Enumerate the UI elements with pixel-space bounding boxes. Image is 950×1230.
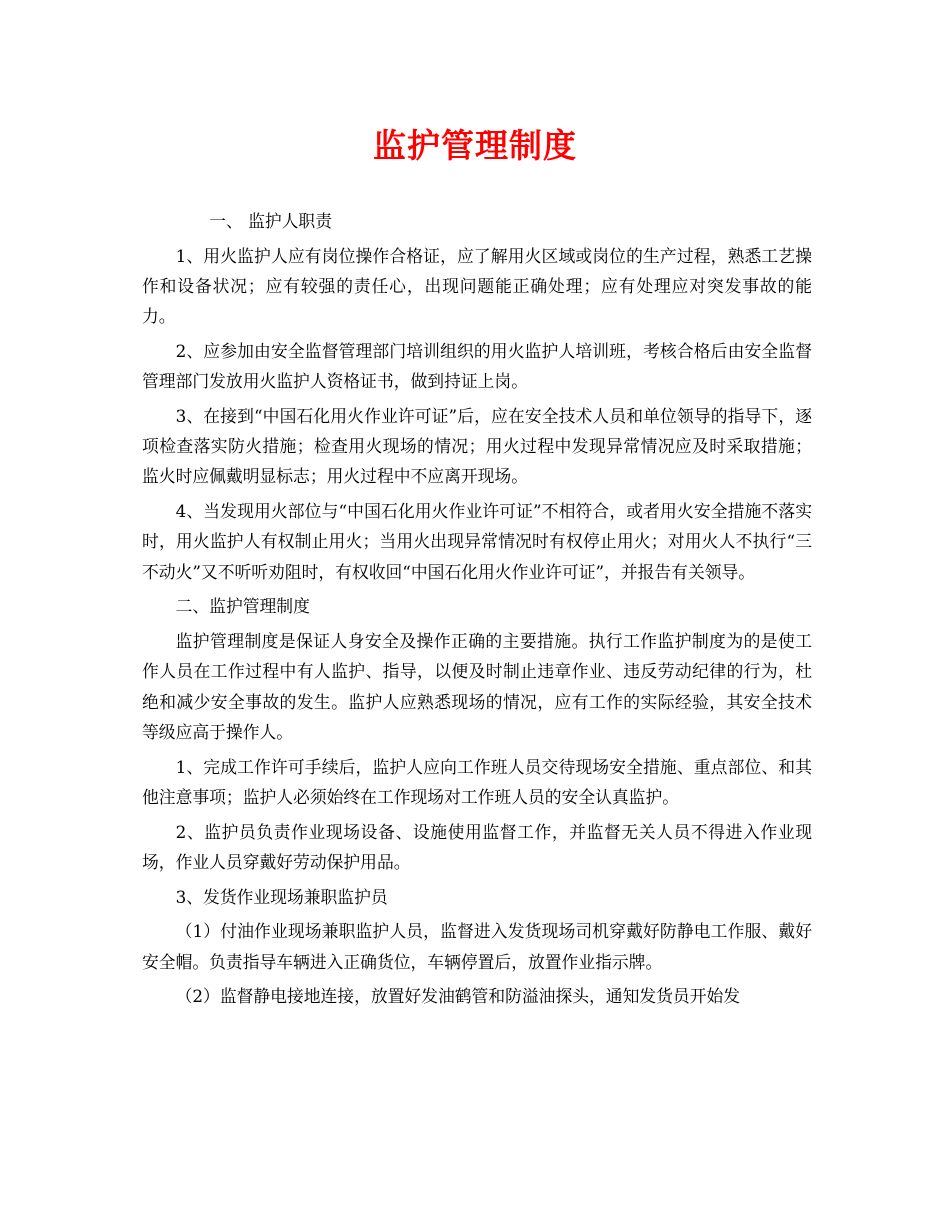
document-title: 监护管理制度 [373, 126, 577, 165]
section-heading-2: 二、监护管理制度 [175, 596, 310, 617]
paragraph-2-1: 1、完成工作许可手续后，监护人应向工作班人员交待现场安全措施、重点部位、和其他注意事项；监护人必须始终在工作现场对工作班人员的安全认真监护。 [142, 756, 812, 807]
paragraph-2-3-item-1: （1）付油作业现场兼职监护人员，监督进入发货现场司机穿戴好防静电工作服、戴好安全帽。负责指导车辆进入正确货位，车辆停置后，放置作业指示牌。 [142, 921, 812, 972]
paragraph-1-4: 4、当发现用火部位与“中国石化用火作业许可证”不相符合，或者用火安全措施不落实时，用火监护人有权制止用火；当用火出现异常情况时有权停止用火；对用火人不执行“三不动火”又不听听劝阻时，有权收回“中国石化用火作业许可证”，并报告有关领导。 [142, 501, 812, 582]
paragraph-1-2: 2、应参加由安全监督管理部门培训组织的用火监护人培训班，考核合格后由安全监督管理部门发放用火监护人资格证书，做到持证上岗。 [142, 341, 812, 392]
paragraph-1-3: 3、在接到“中国石化用火作业许可证”后，应在安全技术人员和单位领导的指导下，逐项检查落实防火措施；检查用火现场的情况；用火过程中发现异常情况应及时采取措施；监火时应佩戴明显标志；用火过程中不应离开现场。 [142, 406, 812, 487]
paragraph-2-intro: 监护管理制度是保证人身安全及操作正确的主要措施。执行工作监护制度为的是使工作人员在工作过程中有人监护、指导，以便及时制止违章作业、违反劳动纪律的行为，杜绝和减少安全事故的发生。监护人应熟悉现场的情况，应有工作的实际经验，其安全技术等级应高于操作人。 [142, 631, 812, 742]
document-body [142, 206, 812, 1016]
paragraph-2-3: 3、发货作业现场兼职监护员 [175, 886, 388, 907]
paragraph-2-3-item-2: （2）监督静电接地连接，放置好发油鹤管和防溢油探头，通知发货员开始发 [175, 986, 741, 1007]
paragraph-1-1: 1、用火监护人应有岗位操作合格证，应了解用火区域或岗位的生产过程，熟悉工艺操作和设备状况；应有较强的责任心，出现问题能正确处理；应有处理应对突发事故的能力。 [142, 245, 812, 327]
paragraph-2-2: 2、监护员负责作业现场设备、设施使用监督工作，并监督无关人员不得进入作业现场，作业人员穿戴好劳动保护用品。 [142, 821, 812, 872]
section-heading-1: 一、 监护人职责 [209, 211, 332, 231]
